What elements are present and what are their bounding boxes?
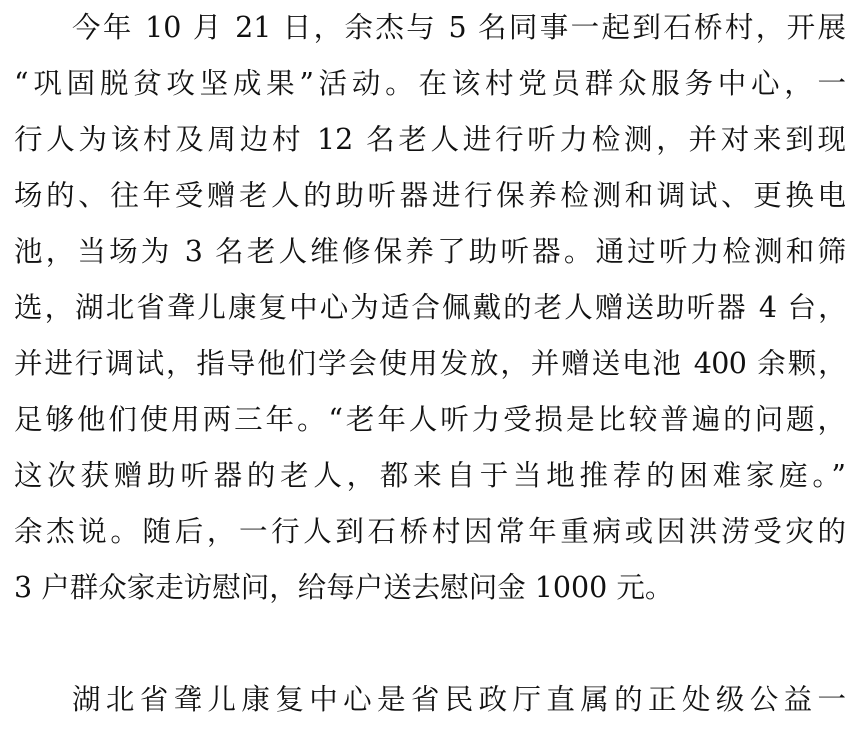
- text-line: 场的、往年受赠老人的助听器进行保养检测和调试、更换电: [14, 179, 846, 212]
- text-line: “巩固脱贫攻坚成果”活动。在该村党员群众服务中心，一: [14, 67, 846, 100]
- text-line: 今年 10 月 21 日，余杰与 5 名同事一起到石桥村，开展: [72, 11, 846, 44]
- text-line: 这次获赠助听器的老人，都来自于当地推荐的困难家庭。”: [14, 459, 846, 492]
- text-line: 并进行调试，指导他们学会使用发放，并赠送电池 400 余颗，: [14, 347, 846, 380]
- text-line: 余杰说。随后，一行人到石桥村因常年重病或因洪涝受灾的: [14, 515, 846, 548]
- text-line: 池，当场为 3 名老人维修保养了助听器。通过听力检测和筛: [14, 235, 846, 268]
- paragraph-1: [14, 0, 846, 616]
- text-line: 足够他们使用两三年。“老年人听力受损是比较普遍的问题，: [14, 403, 846, 436]
- text-line: 选，湖北省聋儿康复中心为适合佩戴的老人赠送助听器 4 台，: [14, 291, 846, 324]
- paragraph-2: [14, 672, 846, 728]
- text-line: 行人为该村及周边村 12 名老人进行听力检测，并对来到现: [14, 123, 846, 156]
- text-line: 3 户群众家走访慰问，给每户送去慰问金 1000 元。: [14, 571, 674, 604]
- text-line: 湖北省聋儿康复中心是省民政厅直属的正处级公益一: [72, 683, 846, 716]
